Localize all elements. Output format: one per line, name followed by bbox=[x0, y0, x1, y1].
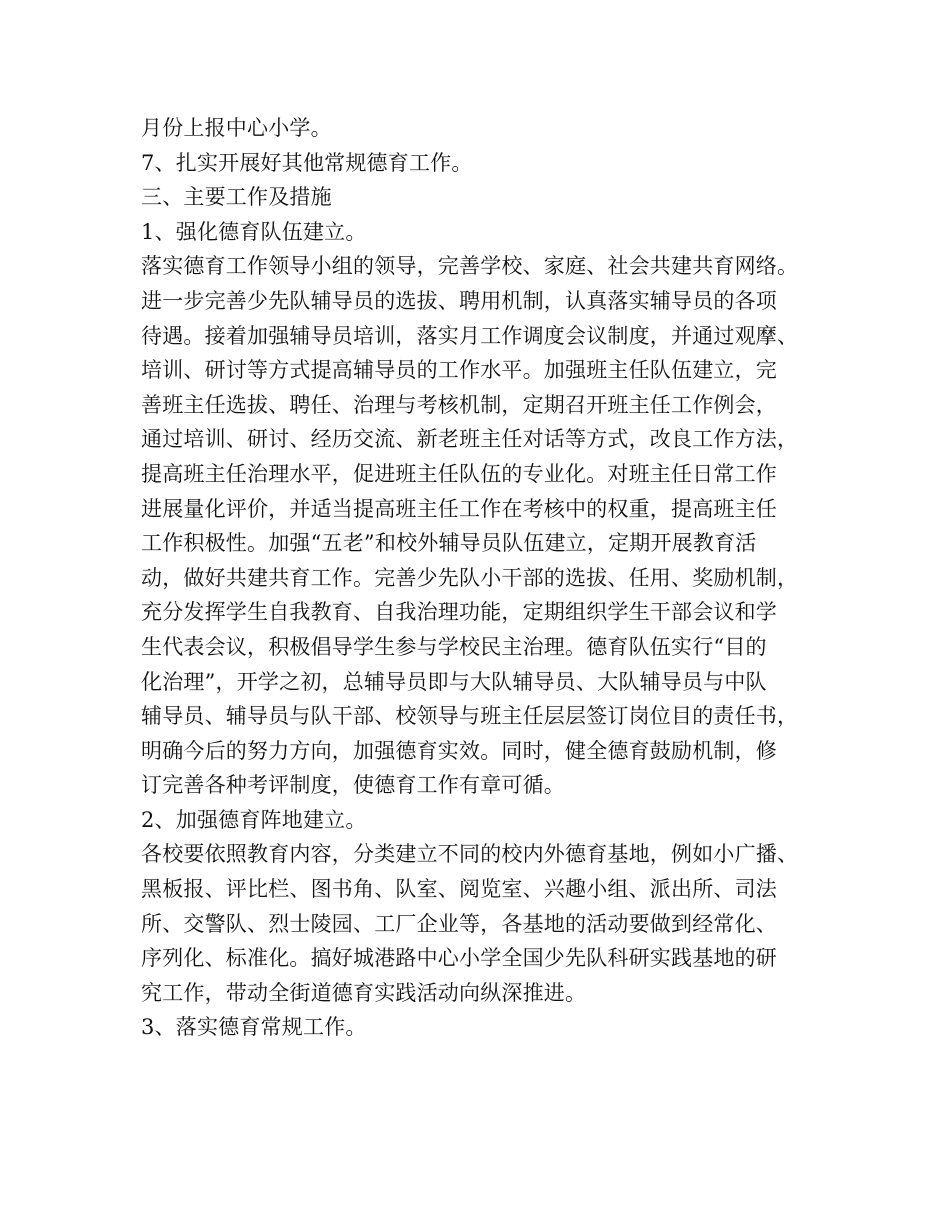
text-line: 月份上报中心小学。 bbox=[141, 116, 332, 140]
text-line: 化治理”，开学之初，总辅导员即与大队辅导员、大队辅导员与中队 bbox=[141, 669, 767, 694]
text-line: 进展量化评价，并适当提高班主任工作在考核中的权重，提高班主任 bbox=[141, 496, 777, 521]
subsection-heading: 2、加强德育阵地建立。 bbox=[141, 807, 367, 832]
text-line: 生代表会议，积极倡导学生参与学校民主治理。德育队伍实行“目的 bbox=[141, 634, 767, 659]
text-line: 进一步完善少先队辅导员的选拔、聘用机制，认真落实辅导员的各项 bbox=[141, 288, 777, 313]
text-line: 善班主任选拔、聘任、治理与考核机制，定期召开班主任工作例会， bbox=[141, 392, 777, 417]
text-line: 辅导员、辅导员与队干部、校领导与班主任层层签订岗位目的责任书， bbox=[141, 704, 799, 729]
document-body bbox=[141, 111, 841, 1045]
text-line: 究工作，带动全街道德育实践活动向纵深推进。 bbox=[141, 980, 587, 1005]
text-line: 订完善各种考评制度，使德育工作有章可循。 bbox=[141, 773, 565, 798]
subsection-heading: 1、强化德育队伍建立。 bbox=[141, 219, 367, 244]
text-line: 黑板报、评比栏、图书角、队室、阅览室、兴趣小组、派出所、司法 bbox=[141, 877, 777, 902]
text-line: 工作积极性。加强“五老”和校外辅导员队伍建立，定期开展教育活 bbox=[141, 531, 757, 556]
text-line: 培训、研讨等方式提高辅导员的工作水平。加强班主任队伍建立，完 bbox=[141, 358, 777, 383]
subsection-heading: 3、落实德育常规工作。 bbox=[141, 1015, 367, 1040]
text-line: 所、交警队、烈士陵园、工厂企业等，各基地的活动要做到经常化、 bbox=[141, 911, 777, 936]
text-line: 落实德育工作领导小组的领导，完善学校、家庭、社会共建共育网络。 bbox=[141, 254, 799, 279]
section-heading: 三、主要工作及措施 bbox=[141, 185, 332, 210]
text-line: 提高班主任治理水平，促进班主任队伍的专业化。对班主任日常工作 bbox=[141, 461, 777, 486]
text-line: 明确今后的努力方向，加强德育实效。同时，健全德育鼓励机制，修 bbox=[141, 738, 777, 763]
list-item-line: 7、扎实开展好其他常规德育工作。 bbox=[141, 150, 473, 175]
text-line: 待遇。接着加强辅导员培训，落实月工作调度会议制度，并通过观摩、 bbox=[141, 323, 799, 348]
text-line: 充分发挥学生自我教育、自我治理功能，定期组织学生干部会议和学 bbox=[141, 600, 777, 625]
text-line: 各校要依照教育内容，分类建立不同的校内外德育基地，例如小广播、 bbox=[141, 842, 799, 867]
text-line: 通过培训、研讨、经历交流、新老班主任对话等方式，改良工作方法， bbox=[141, 427, 799, 452]
text-line: 动，做好共建共育工作。完善少先队小干部的选拔、任用、奖励机制， bbox=[141, 565, 799, 590]
text-line: 序列化、标准化。搞好城港路中心小学全国少先队科研实践基地的研 bbox=[141, 946, 777, 971]
